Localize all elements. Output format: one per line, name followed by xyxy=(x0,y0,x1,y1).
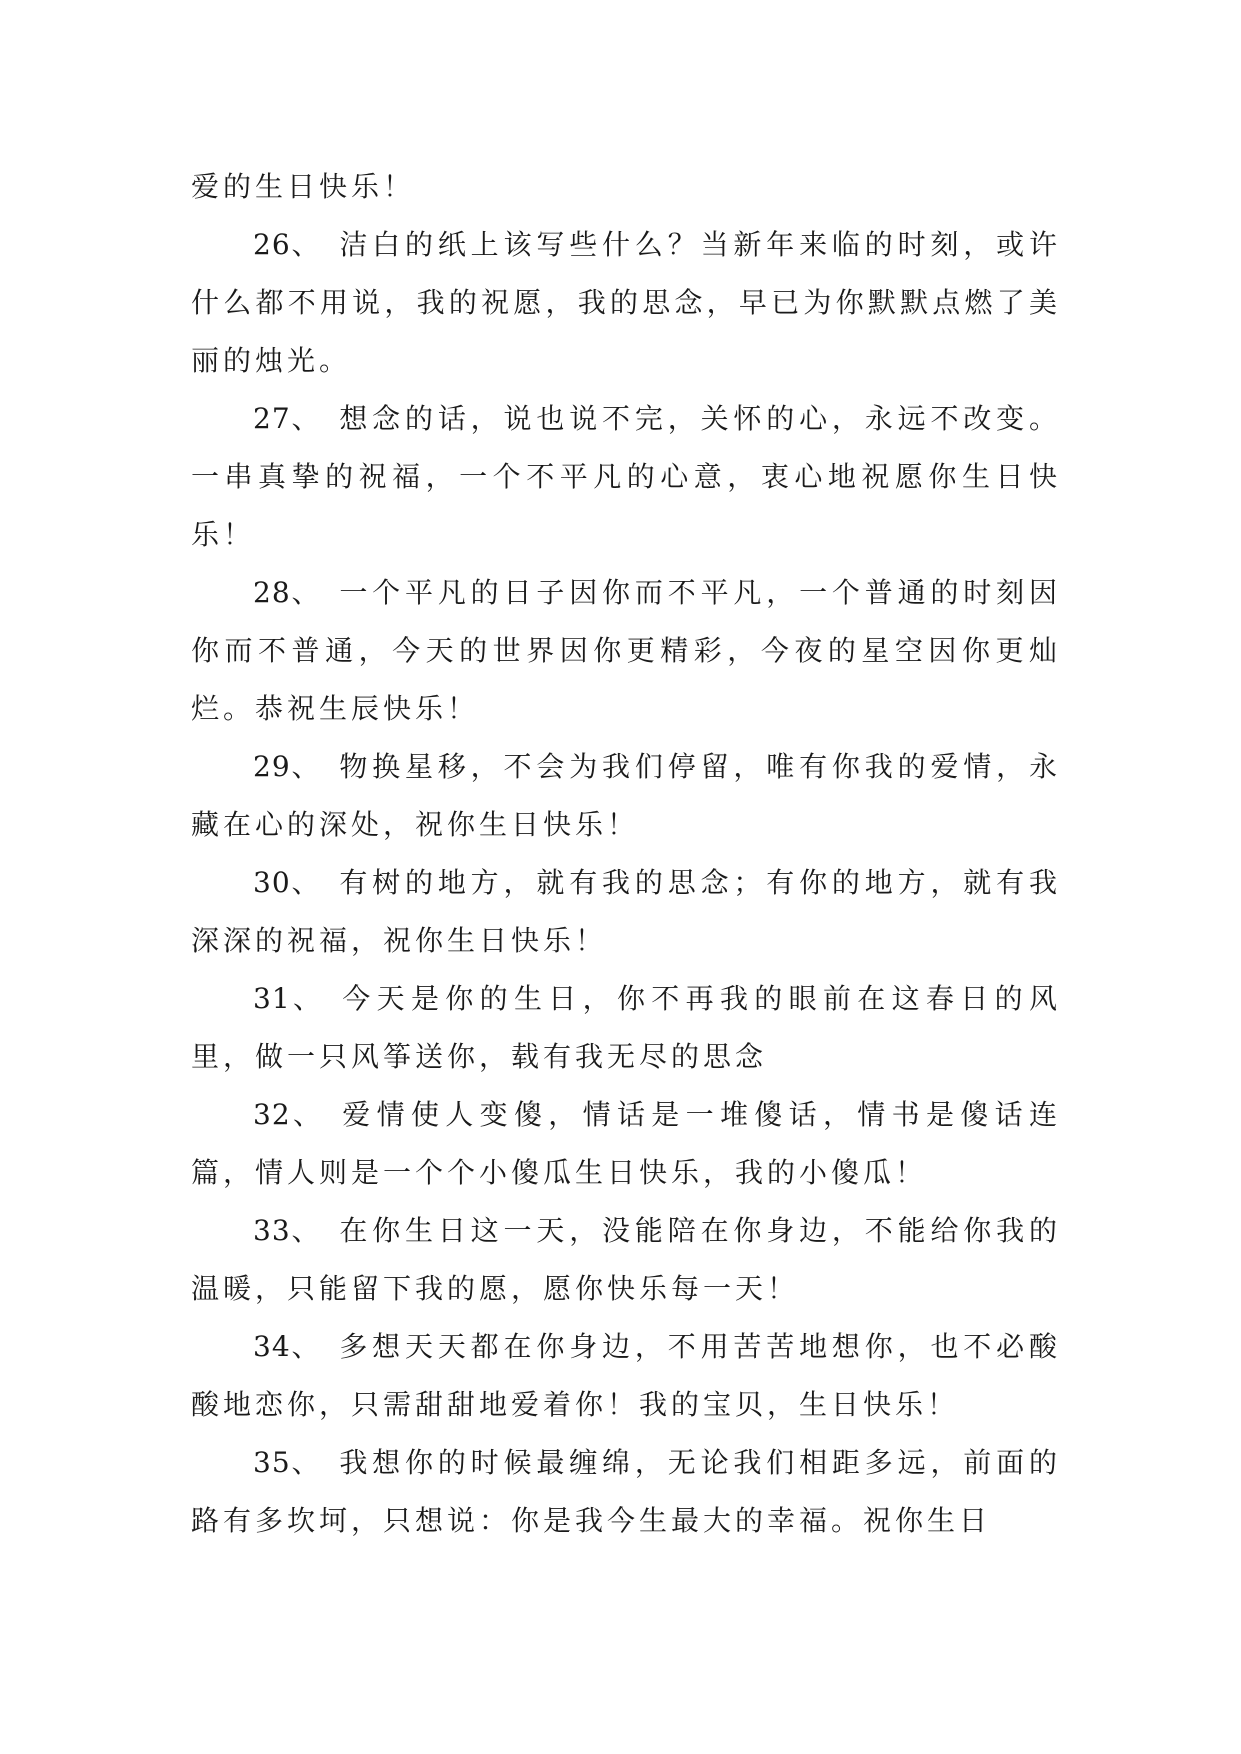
item-number: 26、 xyxy=(253,228,322,261)
item-number: 34、 xyxy=(253,1330,322,1363)
item-text: 有树的地方，就有我的思念；有你的地方，就有我深深的祝福，祝你生日快乐！ xyxy=(191,866,1061,957)
list-item xyxy=(191,1318,1061,1434)
item-number: 27、 xyxy=(253,402,322,435)
list-item xyxy=(191,738,1061,854)
item-number: 33、 xyxy=(253,1214,322,1247)
item-text: 我想你的时候最缠绵，无论我们相距多远，前面的路有多坎坷，只想说：你是我今生最大的幸福。祝你生日 xyxy=(191,1446,1061,1537)
item-text: 在你生日这一天，没能陪在你身边，不能给你我的温暖，只能留下我的愿，愿你快乐每一天！ xyxy=(191,1214,1061,1305)
item-text: 想念的话，说也说不完，关怀的心，永远不改变。一串真挚的祝福，一个不平凡的心意，衷心地祝愿你生日快乐！ xyxy=(191,402,1061,551)
list-item xyxy=(191,970,1061,1086)
document-body xyxy=(191,158,1061,1550)
list-item xyxy=(191,564,1061,738)
item-text: 一个平凡的日子因你而不平凡，一个普通的时刻因你而不普通，今天的世界因你更精彩，今夜的星空因你更灿烂。恭祝生辰快乐！ xyxy=(191,576,1061,725)
item-number: 30、 xyxy=(253,866,322,899)
list-item xyxy=(191,1434,1061,1550)
item-number: 28、 xyxy=(253,576,322,609)
list-item xyxy=(191,1086,1061,1202)
item-number: 32、 xyxy=(253,1098,325,1131)
item-number: 35、 xyxy=(253,1446,322,1479)
continuation-line: 爱的生日快乐！ xyxy=(191,170,416,203)
list-item xyxy=(191,1202,1061,1318)
item-number: 31、 xyxy=(253,982,325,1015)
item-text: 物换星移，不会为我们停留，唯有你我的爱情，永藏在心的深处，祝你生日快乐！ xyxy=(191,750,1061,841)
list-item xyxy=(191,390,1061,564)
list-item xyxy=(191,216,1061,390)
item-text: 洁白的纸上该写些什么？当新年来临的时刻，或许什么都不用说，我的祝愿，我的思念，早已为你默默点燃了美丽的烛光。 xyxy=(191,228,1061,377)
item-number: 29、 xyxy=(253,750,322,783)
item-text: 多想天天都在你身边，不用苦苦地想你，也不必酸酸地恋你，只需甜甜地爱着你！我的宝贝，生日快乐！ xyxy=(191,1330,1061,1421)
item-text: 今天是你的生日，你不再我的眼前在这春日的风里，做一只风筝送你，载有我无尽的思念 xyxy=(191,982,1061,1073)
list-item xyxy=(191,854,1061,970)
item-text: 爱情使人变傻，情话是一堆傻话，情书是傻话连篇，情人则是一个个小傻瓜生日快乐，我的小傻瓜！ xyxy=(191,1098,1061,1189)
